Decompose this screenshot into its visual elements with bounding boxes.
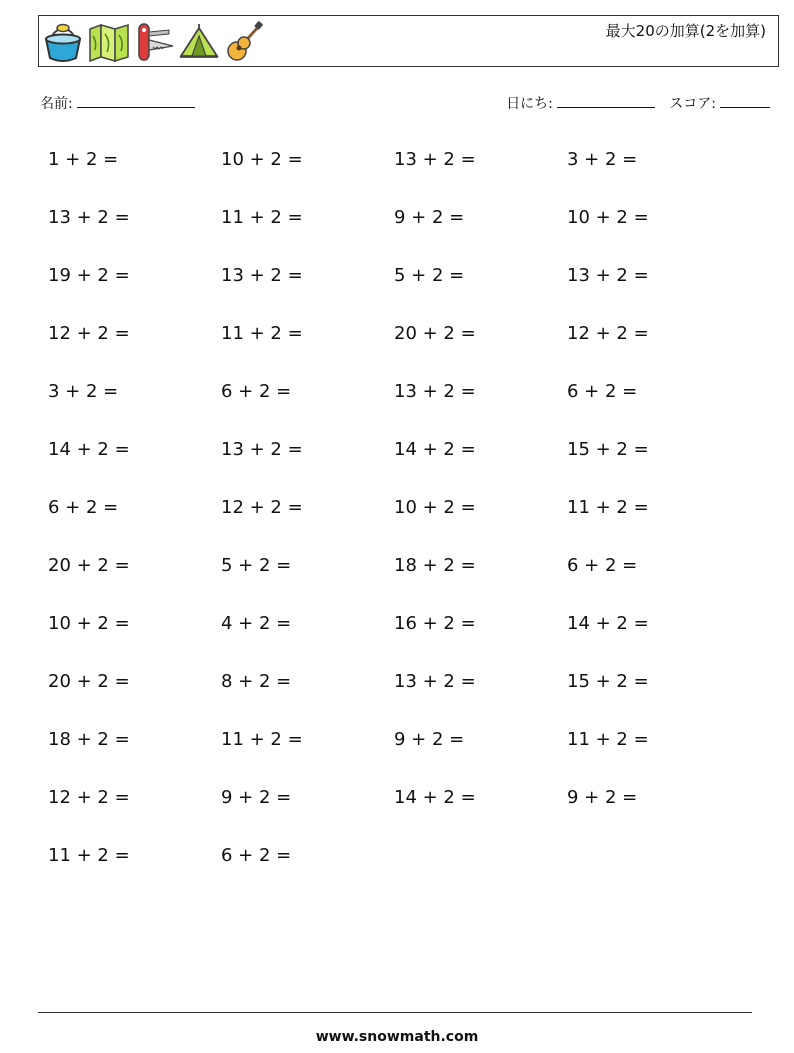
- problem-item: 3 + 2 =: [567, 149, 638, 170]
- problem-item: 13 + 2 =: [394, 381, 476, 402]
- problem-item: 1 + 2 =: [48, 149, 119, 170]
- problem-item: 9 + 2 =: [394, 207, 465, 228]
- problem-item: 10 + 2 =: [394, 497, 476, 518]
- worksheet-header: [38, 15, 779, 67]
- problem-item: 12 + 2 =: [48, 323, 130, 344]
- problem-item: 11 + 2 =: [221, 323, 303, 344]
- problem-item: 20 + 2 =: [48, 671, 130, 692]
- name-field: [40, 93, 195, 113]
- problem-item: 13 + 2 =: [221, 439, 303, 460]
- problem-item: 12 + 2 =: [48, 787, 130, 808]
- problem-item: 5 + 2 =: [394, 265, 465, 286]
- name-label: 名前:: [40, 96, 73, 112]
- problem-item: 11 + 2 =: [567, 729, 649, 750]
- problem-item: 6 + 2 =: [221, 381, 292, 402]
- problem-item: 13 + 2 =: [567, 265, 649, 286]
- score-label: スコア:: [669, 96, 716, 112]
- problem-item: 19 + 2 =: [48, 265, 130, 286]
- guitar-icon: [223, 20, 265, 64]
- problem-item: 10 + 2 =: [48, 613, 130, 634]
- problem-item: 9 + 2 =: [567, 787, 638, 808]
- problem-item: 9 + 2 =: [221, 787, 292, 808]
- tent-icon: [179, 20, 219, 64]
- problem-item: 5 + 2 =: [221, 555, 292, 576]
- problem-item: 18 + 2 =: [48, 729, 130, 750]
- problem-grid: [48, 145, 748, 899]
- date-label: 日にち:: [506, 96, 553, 112]
- date-blank[interactable]: [557, 93, 655, 108]
- problem-item: 13 + 2 =: [221, 265, 303, 286]
- name-blank[interactable]: [77, 93, 195, 108]
- bucket-icon: [43, 20, 83, 64]
- map-icon: [87, 20, 131, 64]
- problem-item: 15 + 2 =: [567, 439, 649, 460]
- date-score-fields: [506, 93, 770, 113]
- problem-item: 9 + 2 =: [394, 729, 465, 750]
- problem-item: 4 + 2 =: [221, 613, 292, 634]
- problem-item: 20 + 2 =: [394, 323, 476, 344]
- problem-item: 13 + 2 =: [48, 207, 130, 228]
- problem-item: 10 + 2 =: [567, 207, 649, 228]
- score-blank[interactable]: [720, 93, 770, 108]
- problem-item: 3 + 2 =: [48, 381, 119, 402]
- problem-item: 20 + 2 =: [48, 555, 130, 576]
- problem-item: 12 + 2 =: [567, 323, 649, 344]
- problem-item: 6 + 2 =: [48, 497, 119, 518]
- pocket-knife-icon: [135, 20, 175, 64]
- problem-item: 14 + 2 =: [567, 613, 649, 634]
- worksheet-title: 最大20の加算(2を加算): [605, 22, 766, 40]
- problem-item: 13 + 2 =: [394, 149, 476, 170]
- problem-item: 16 + 2 =: [394, 613, 476, 634]
- header-icons: [43, 20, 265, 64]
- problem-item: 11 + 2 =: [221, 207, 303, 228]
- footer-website: www.snowmath.com: [315, 1029, 479, 1045]
- problem-item: 6 + 2 =: [567, 381, 638, 402]
- problem-item: 14 + 2 =: [394, 787, 476, 808]
- problem-item: 8 + 2 =: [221, 671, 292, 692]
- problem-item: 11 + 2 =: [48, 845, 130, 866]
- footer-divider: [38, 1012, 752, 1013]
- problem-item: 14 + 2 =: [48, 439, 130, 460]
- problem-item: 15 + 2 =: [567, 671, 649, 692]
- problem-item: 14 + 2 =: [394, 439, 476, 460]
- problem-item: 6 + 2 =: [567, 555, 638, 576]
- problem-item: 13 + 2 =: [394, 671, 476, 692]
- problem-item: 11 + 2 =: [221, 729, 303, 750]
- problem-item: 10 + 2 =: [221, 149, 303, 170]
- problem-item: 6 + 2 =: [221, 845, 292, 866]
- problem-item: 18 + 2 =: [394, 555, 476, 576]
- problem-item: 12 + 2 =: [221, 497, 303, 518]
- problem-item: 11 + 2 =: [567, 497, 649, 518]
